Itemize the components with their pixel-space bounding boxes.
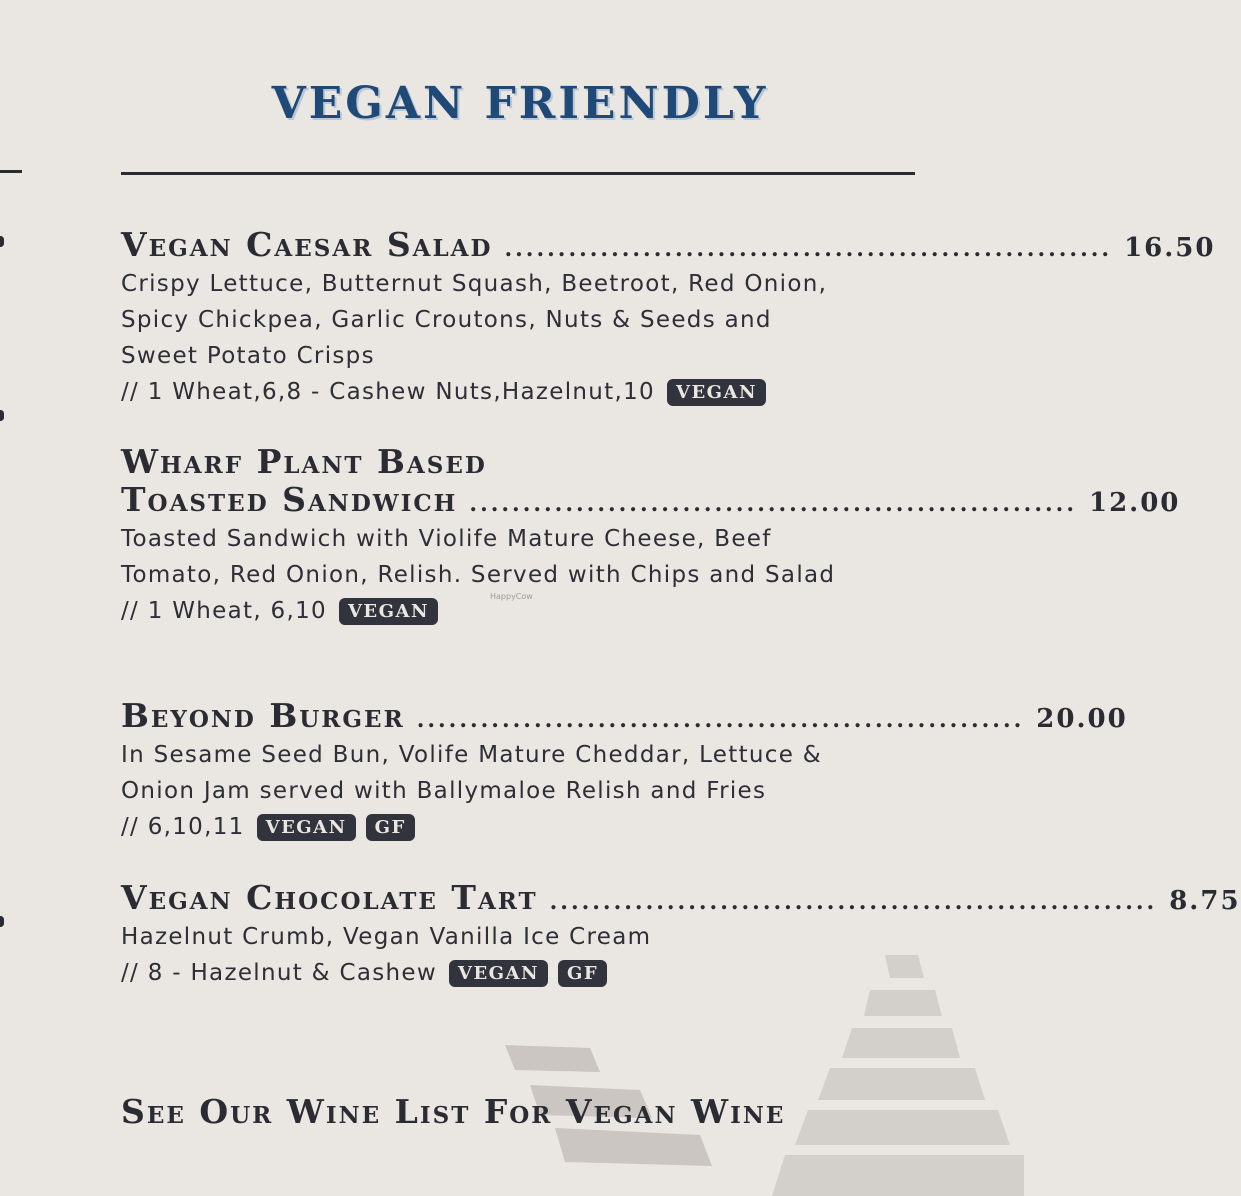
allergen-info: // 6,10,11 [121, 814, 245, 840]
gf-badge: GF [366, 814, 415, 841]
vegan-badge: VEGAN [449, 960, 548, 987]
item-name: Vegan Chocolate Tart [121, 878, 538, 917]
left-edge-mark [0, 410, 4, 421]
allergen-info: // 8 - Hazelnut & Cashew [121, 960, 437, 986]
watermark: HappyCow [490, 592, 533, 601]
item-name: Vegan Caesar Salad [121, 225, 493, 264]
gf-badge: GF [558, 960, 607, 987]
dot-leader: ......................................................... [549, 889, 1158, 915]
item-price: 16.50 [1124, 233, 1216, 263]
allergen-row [121, 955, 911, 991]
allergen-info: // 1 Wheat, 6,10 [121, 598, 327, 624]
wine-list-note: See Our Wine List For Vegan Wine [121, 1092, 786, 1131]
item-description: Crispy Lettuce, Butternut Squash, Beetroot, Red Onion, Spicy Chickpea, Garlic Croutons, Nuts & Seeds and Sweet Potato Crisps [121, 271, 828, 369]
vegan-badge: VEGAN [257, 814, 356, 841]
left-edge-mark [0, 236, 4, 247]
allergen-info: // 1 Wheat,6,8 - Cashew Nuts,Hazelnut,10 [121, 379, 655, 405]
menu-item-wharf-plant-based-toasted-sandwich [121, 442, 1181, 629]
allergen-row [121, 374, 911, 410]
item-price: 8.75 [1169, 886, 1241, 916]
allergen-row [121, 809, 911, 845]
item-description: Toasted Sandwich with Violife Mature Cheese, Beef Tomato, Red Onion, Relish. Served with Chips and Salad [121, 526, 836, 588]
menu-item-vegan-caesar-salad [121, 225, 1216, 410]
item-name-row [121, 225, 1216, 264]
item-price: 20.00 [1036, 704, 1128, 734]
item-name: Wharf Plant Based [121, 442, 487, 481]
dot-leader: ......................................................... [469, 491, 1077, 517]
vegan-badge: VEGAN [667, 379, 766, 406]
menu-title: VEGAN FRIENDLY [271, 78, 769, 129]
item-name-row [121, 696, 1128, 735]
menu-item-vegan-chocolate-tart [121, 878, 1241, 991]
item-price: 12.00 [1088, 488, 1181, 518]
dot-leader: ......................................................... [504, 236, 1113, 262]
left-edge-mark [0, 916, 4, 927]
item-description: Hazelnut Crumb, Vegan Vanilla Ice Cream [121, 924, 652, 950]
item-name-continued: Toasted Sandwich [121, 480, 458, 519]
item-description: In Sesame Seed Bun, Volife Mature Cheddar, Lettuce & Onion Jam served with Ballymaloe Relish and Fries [121, 742, 823, 804]
vegan-badge: VEGAN [339, 598, 438, 625]
menu-item-beyond-burger [121, 696, 1128, 845]
item-name-row [121, 480, 1181, 519]
item-name: Beyond Burger [121, 696, 405, 735]
title-divider [121, 172, 915, 175]
left-edge-rule [0, 170, 22, 173]
dot-leader: ......................................................... [416, 707, 1025, 733]
item-name-row [121, 878, 1241, 917]
